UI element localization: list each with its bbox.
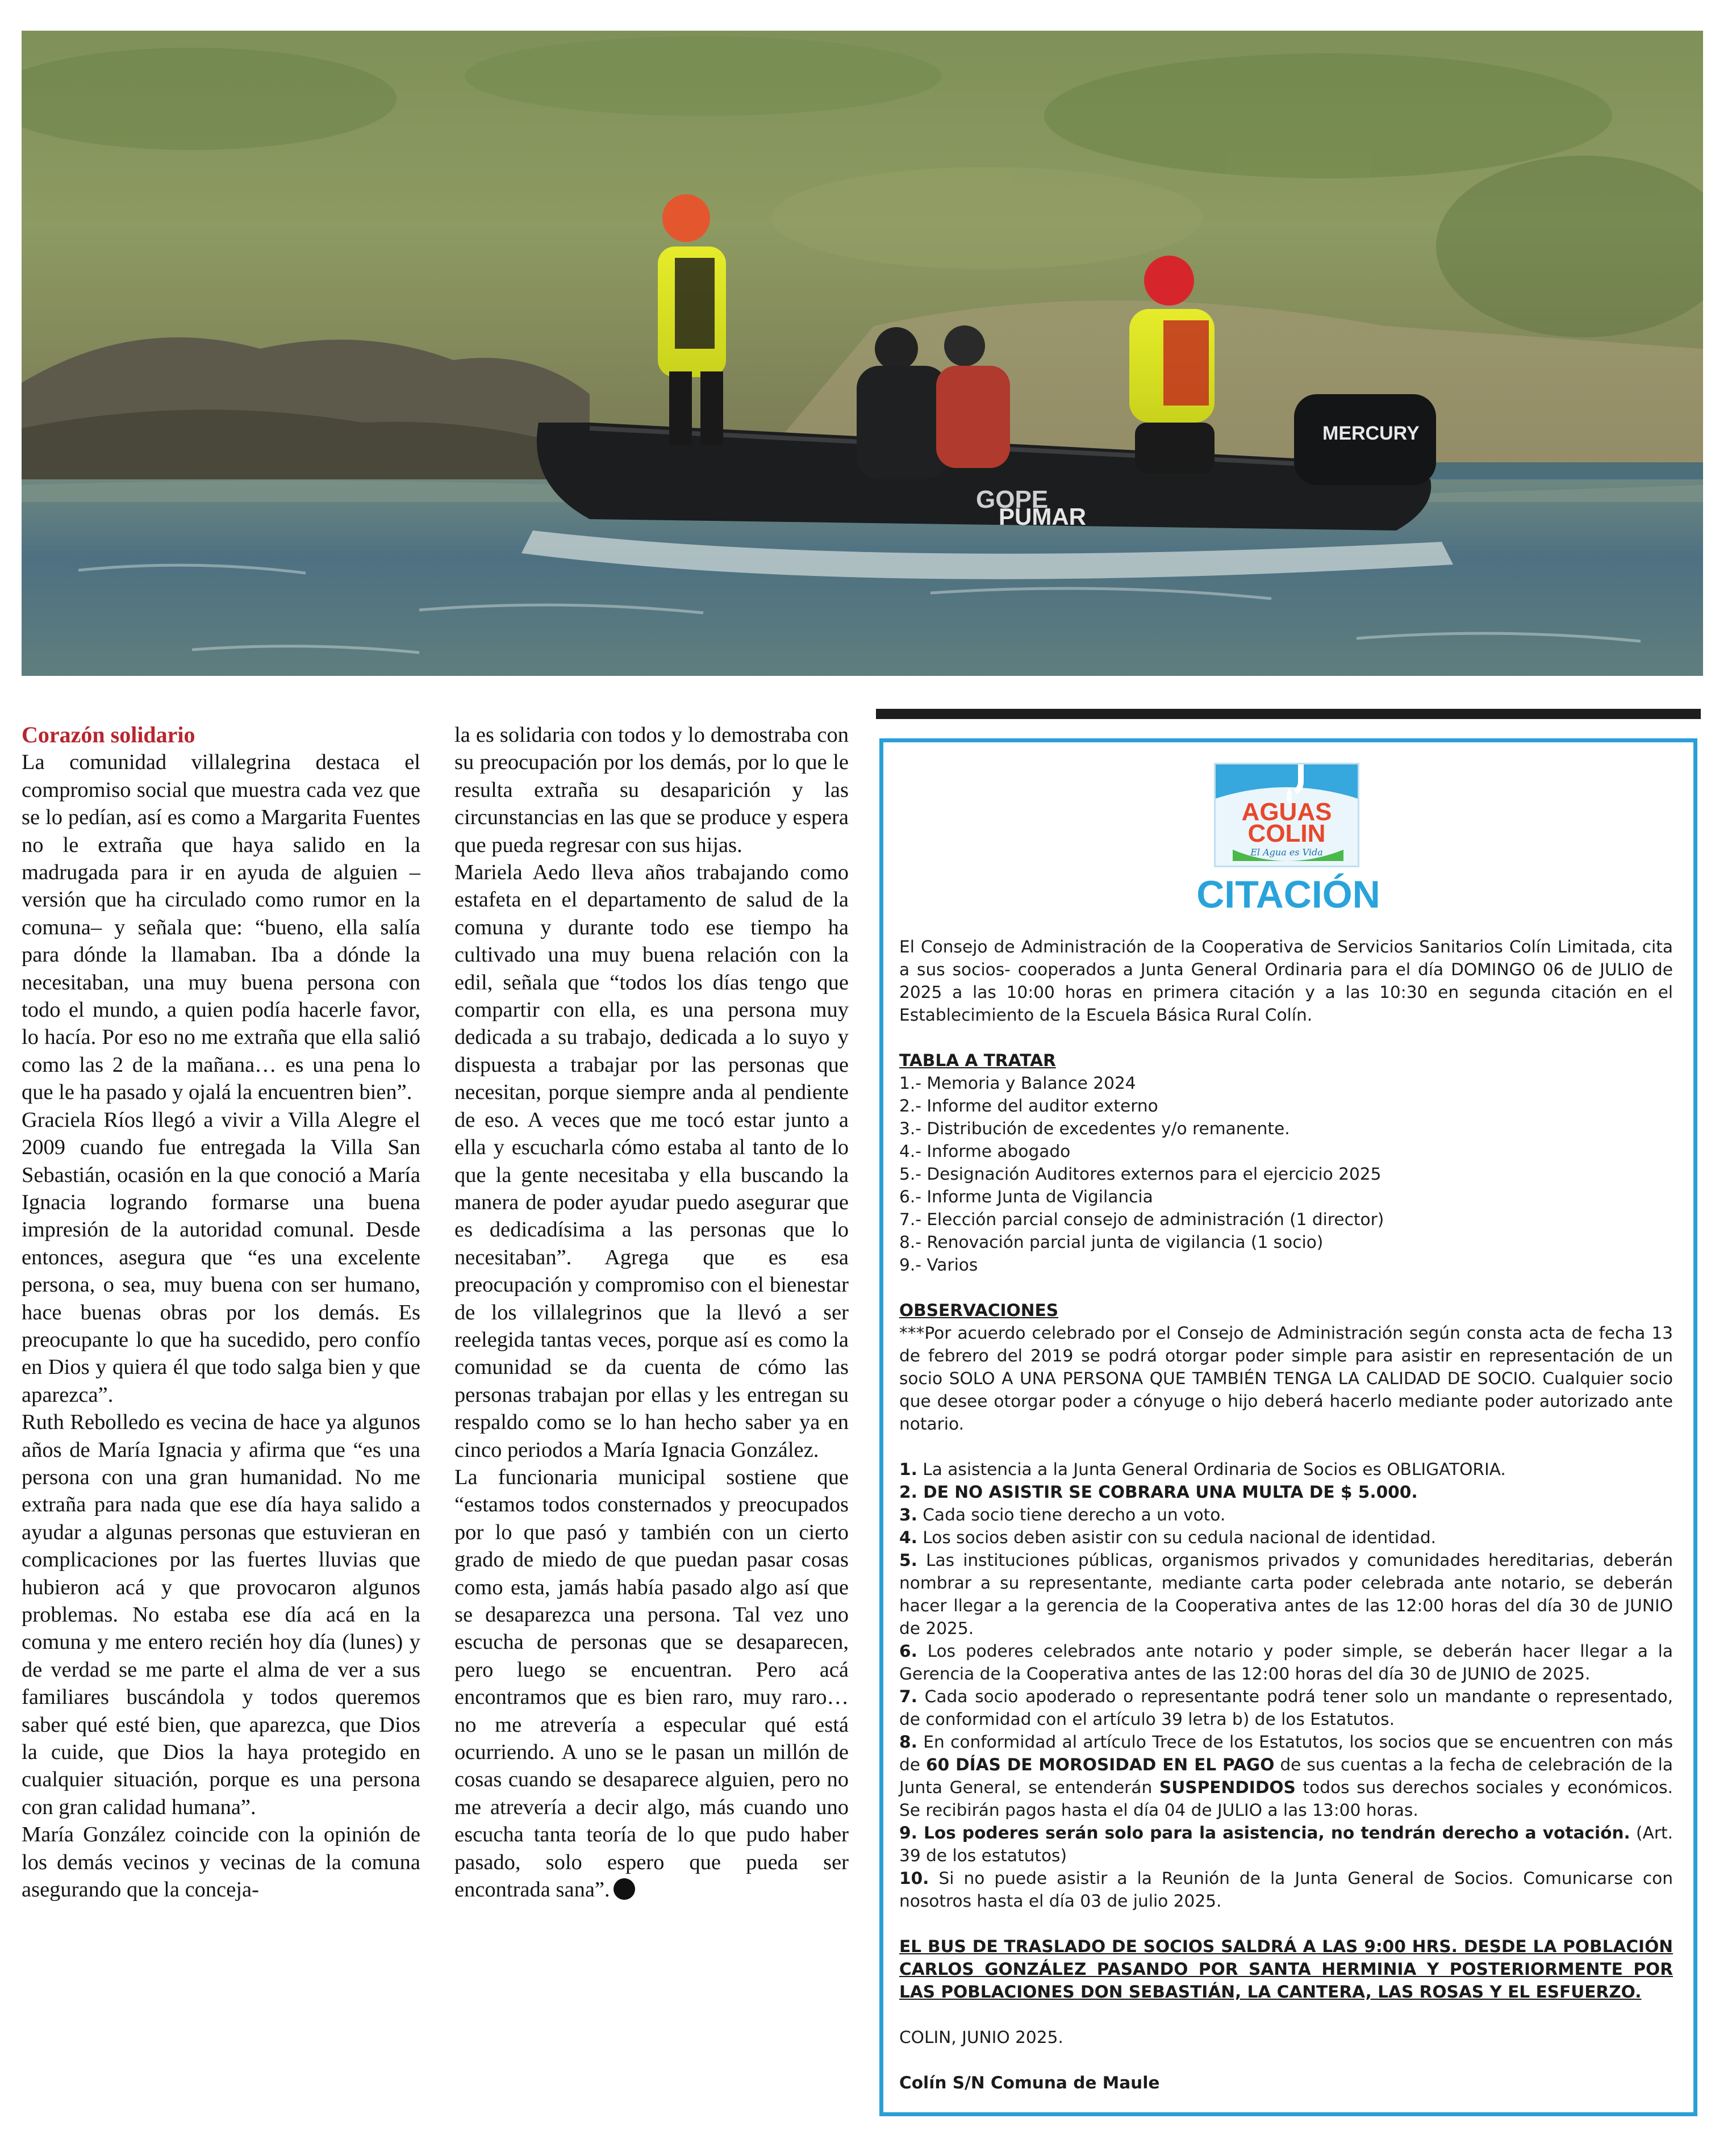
tabla-item: 3.- Distribución de excedentes y/o remanente.	[899, 1119, 1290, 1138]
item-text-bold: 9. Los poderes serán solo para la asistencia, no tendrán derecho a votación.	[899, 1823, 1630, 1842]
logo-text-aguas: AGUAS	[1241, 798, 1332, 826]
logo-tagline: El Agua es Vida	[1250, 847, 1323, 858]
item-number: 7.	[899, 1687, 917, 1706]
observation-item	[899, 1458, 1673, 1481]
observaciones-text: ***Por acuerdo celebrado por el Consejo de Administración según consta acta de fecha 13 de febrero del 2019 se podrá otorgar poder simple para asistir en representación de un socio SOLO A UNA PERSONA QUE TAMBIÉN TENGA LA CALIDAD DE SOCIO. Cualquier socio que desee otorgar poder a cónyuge o hijo deberá hacerlo mediante poder autorizado ante notario.	[899, 1323, 1673, 1434]
article-paragraph-text: La funcionaria municipal sostiene que “estamos todos consternados y preocupados por lo que pasó y también con un cierto grado de miedo de que puedan pasar cosas como esta, jamás había pasado algo así que se desaparezca una persona. Tal vez uno escucha de personas que se desaparecen, pero luego se encuentran. Pero acá encontramos que es bien raro, muy raro… no me atrevería a especular qué está ocurriendo. A uno se le pasan un millón de cosas cuando se desaparece alguien, pero no me atrevería a decir algo, más cuando uno escucha tanta teoría de lo que pudo haber pasado, solo espero que pueda ser encontrada sana”.	[454, 1465, 849, 1902]
observation-item	[899, 1526, 1673, 1549]
boat-brand-label: PUMAR	[999, 503, 1086, 530]
item-text: Las instituciones públicas, organismos privados y comunidades hereditarias, deberán nombrar a su representante, mediante carta poder celebrada ante notario, se deberán hacer llegar a la gerencia de la Cooperativa antes de las 12:00 horas del día 30 de JUNIO de 2025.	[899, 1551, 1673, 1638]
tabla-item: 8.- Renovación parcial junta de vigilancia (1 socio)	[899, 1232, 1324, 1252]
article-paragraph: Mariela Aedo lleva años trabajando como estafeta en el departamento de salud de la comuna y durante todo ese tiempo ha cultivado una muy buena relación con la edil, señala que “todos los días tengo que compartir con ella, es una persona muy dedicada a su trabajo, dedicada a lo suyo y dispuesta a trabajar por las personas que necesitan, porque siempre anda al pendiente de eso. A veces que me tocó estar junto a ella y escucharla cómo estaba al tanto de lo que la gente necesitaba y ella buscando la manera de poder ayudar puedo asegurar que es dedicadísima a las personas que lo necesitaban”. Agrega que es esa preocupación y compromiso con el bienestar de los villalegrinos que la llevó a ser reelegida tantas veces, porque así es como la comunidad se da cuenta de cómo las personas trabajan por ellas y les entregan su respaldo como se lo han hecho saber ya en cinco periodos a María Ignacia González.	[454, 860, 849, 1462]
item-text: Cada socio apoderado o representante podrá tener solo un mandante o representado, de conformidad con el artículo 39 letra b) de los Estatutos.	[899, 1687, 1673, 1729]
item-number: 5.	[899, 1551, 917, 1570]
article-paragraph: María González coincide con la opinión de los demás vecinos y vecinas de la comuna asegurando que la conceja-	[22, 1823, 420, 1902]
rescue-boat-photo	[22, 31, 1703, 676]
item-text: (Art. 39 de los estatutos)	[899, 1823, 1673, 1865]
observation-item	[899, 1549, 1673, 1640]
item-text-bold: 60 DÍAS DE MOROSIDAD EN EL PAGO	[926, 1755, 1275, 1774]
observation-item: 2. DE NO ASISTIR SE COBRARA UNA MULTA DE $ 5.000.	[899, 1482, 1418, 1502]
item-text: todos sus derechos sociales y económicos. Se recibirán pagos hasta el día 04 de JULIO a las 13:00 horas.	[899, 1778, 1673, 1820]
notice-intro: El Consejo de Administración de la Cooperativa de Servicios Sanitarios Colín Limitada, cita a sus socios- cooperados a Junta General Ordinaria para el día DOMINGO 06 de JULIO de 2025 a las 10:00 horas en primera citación y a las 10:30 en segunda citación en el Establecimiento de la Escuela Básica Rural Colín.	[899, 937, 1673, 1025]
bus-announcement: EL BUS DE TRASLADO DE SOCIOS SALDRÁ A LAS 9:00 HRS. DESDE LA POBLACIÓN CARLOS GONZÁLEZ PASANDO POR SANTA HERMINIA Y POSTERIORMENTE POR LAS POBLACIONES DON SEBASTIÁN, LA CANTERA, LAS ROSAS Y EL ESFUERZO.	[899, 1937, 1673, 2002]
item-text: Los poderes celebrados ante notario y poder simple, se deberán hacer llegar a la Gerencia de la Cooperativa antes de las 12:00 horas del día 30 de JUNIO de 2025.	[899, 1641, 1673, 1683]
tabla-item: 2.- Informe del auditor externo	[899, 1096, 1158, 1115]
item-text: En conformidad al artículo Trece de los Estatutos, los socios que se encuentren con más de	[899, 1732, 1673, 1774]
article-column-2	[454, 721, 849, 2107]
article-paragraph: Graciela Ríos llegó a vivir a Villa Alegre el 2009 cuando fue entregada la Villa San Sebastián, ocasión en la que conoció a María Ignacia logrando formarse una buena impresión de la autoridad comunal. Desde entonces, asegura que “es una excelente persona, o sea, muy buena con ser humano, hace buenas obras por los demás. Es preocupante lo que ha sucedido, pero confío en Dios y quiera él que todo salga bien y que aparezca”.	[22, 1108, 420, 1407]
item-number: 1.	[899, 1460, 917, 1479]
notice-address: Colín S/N Comuna de Maule	[899, 2073, 1160, 2092]
item-text-bold: SUSPENDIDOS	[1159, 1778, 1296, 1797]
notice-top-rule	[876, 709, 1701, 719]
tabla-item: 9.- Varios	[899, 1255, 978, 1275]
tabla-item: 1.- Memoria y Balance 2024	[899, 1073, 1136, 1093]
tabla-item: 7.- Elección parcial consejo de administración (1 director)	[899, 1210, 1384, 1229]
end-of-article-mark	[614, 1878, 635, 1900]
item-text: La asistencia a la Junta General Ordinaria de Socios es OBLIGATORIA.	[923, 1460, 1506, 1479]
logo-text-colin: COLIN	[1247, 820, 1326, 847]
aguas-colin-logo	[1214, 763, 1359, 867]
item-text: Si no puede asistir a la Reunión de la Junta General de Socios. Comunicarse con nosotros hasta el día 03 de julio 2025.	[899, 1869, 1673, 1911]
observation-item	[899, 1685, 1673, 1731]
observation-item	[899, 1821, 1673, 1867]
observation-item	[899, 1731, 1673, 1821]
observation-item	[899, 1867, 1673, 1912]
article-paragraph: la es solidaria con todos y lo demostraba con su preocupación por los demás, por lo que le resulta extraña su desaparición y las circunstancias en las que se produce y espera que pueda regresar con sus hijas.	[454, 723, 849, 857]
citacion-notice	[879, 738, 1697, 2116]
notice-body	[899, 935, 1673, 2094]
tabla-item: 6.- Informe Junta de Vigilancia	[899, 1187, 1153, 1206]
item-text: de sus cuentas a la fecha de celebración de la Junta General, se entenderán	[899, 1755, 1673, 1797]
article-subhead: Corazón solidario	[22, 722, 195, 747]
item-number: 6.	[899, 1641, 917, 1661]
article-paragraph: Ruth Rebolledo es vecina de hace ya algunos años de María Ignacia y afirma que “es una persona con una gran humanidad. No me extraña para nada que ese día haya salido a ayudar a algunas personas que estuvieran en complicaciones por las fuertes lluvias que hubieron acá y que provocaron algunos problemas. No estaba ese día acá en la comuna y me entero recién hoy día (lunes) y de verdad se me parte el alma de ver a sus familiares buscándola y todos queremos saber qué esté bien, que aparezca, que Dios la cuide, que Dios la haya protegido en cualquier situación, porque es una persona con gran calidad humana”.	[22, 1410, 420, 1819]
article-column-1	[22, 721, 420, 2107]
item-number: 4.	[899, 1528, 917, 1547]
observaciones-heading: OBSERVACIONES	[899, 1301, 1059, 1320]
item-number: 3.	[899, 1505, 917, 1524]
tabla-heading: TABLA A TRATAR	[899, 1051, 1056, 1070]
observation-item	[899, 1503, 1673, 1526]
item-text: Los socios deben asistir con su cedula nacional de identidad.	[923, 1528, 1437, 1547]
item-number: 10.	[899, 1869, 929, 1888]
tabla-item: 4.- Informe abogado	[899, 1142, 1071, 1161]
motor-label: MERCURY	[1322, 423, 1420, 444]
tabla-item: 5.- Designación Auditores externos para el ejercicio 2025	[899, 1164, 1382, 1184]
boat-hull-label: GOPE	[976, 486, 1049, 513]
observation-item	[899, 1640, 1673, 1685]
item-text: Cada socio tiene derecho a un voto.	[923, 1505, 1226, 1524]
item-number: 8.	[899, 1732, 917, 1752]
article-paragraph	[454, 1464, 849, 1904]
article-paragraph: La comunidad villalegrina destaca el compromiso social que muestra cada vez que se lo pedían, así es como a Margarita Fuentes no le extraña que haya salido en la madrugada para ir en ayuda de alguien –versión que ha circulado como rumor en la comuna– y señala que: “bueno, ella salía para dónde la llamaban. Iba a dónde la necesitaban, una muy buena persona con todo el mundo, a quien podía hacerle favor, lo hacía. Por eso no me extraña que ella salió como las 2 de la mañana… es una pena lo que le ha pasado y ojalá la encuentren bien”.	[22, 750, 420, 1105]
notice-date: COLIN, JUNIO 2025.	[899, 2028, 1063, 2047]
notice-title: CITACIÓN	[1196, 873, 1380, 916]
